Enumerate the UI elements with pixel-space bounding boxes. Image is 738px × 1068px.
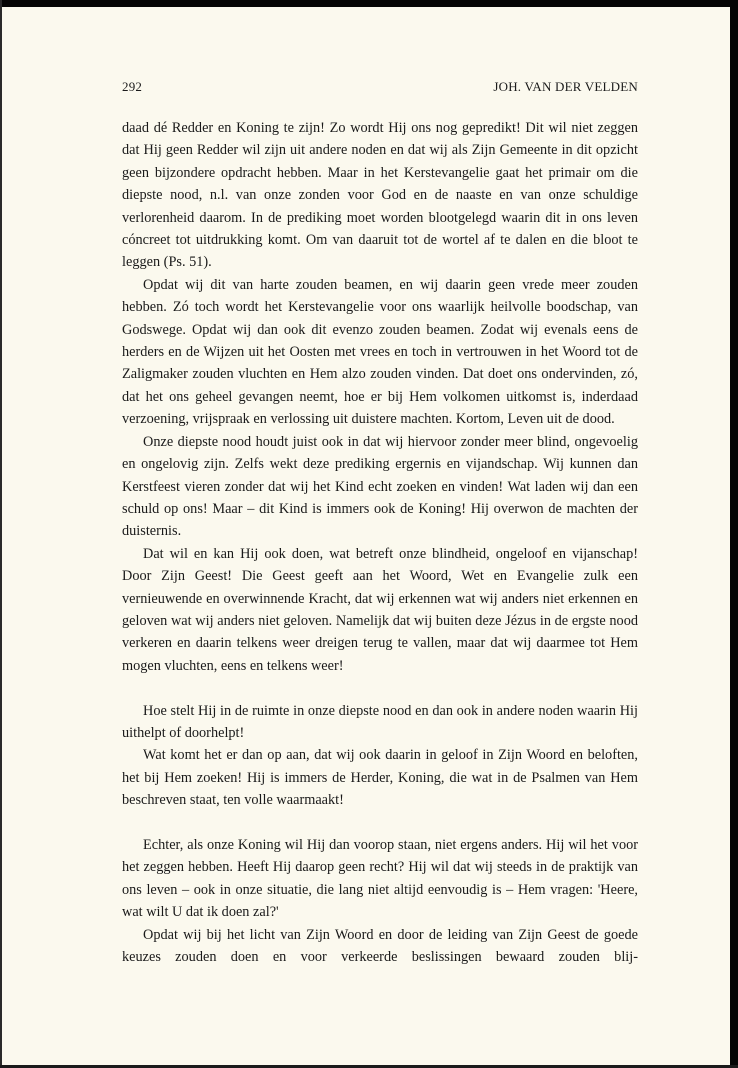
section-break [122, 677, 638, 699]
running-head: JOH. VAN DER VELDEN [493, 79, 638, 94]
paragraph: Opdat wij bij het licht van Zijn Woord en door de leiding van Zijn Geest de goede keuzes zouden doen en voor verkeerde beslissingen bewaard zouden blij- [122, 926, 638, 965]
page-header [122, 79, 638, 97]
paragraph: Opdat wij dit van harte zouden beamen, en wij daarin geen vrede meer zouden hebben. Zó toch wordt het Kerstevangelie voor ons waarlijk heilvolle boodschap, van Godswege. Opdat wij dan ook dit evenzo zouden beamen. Zodat wij evenals eens de herders en de Wijzen uit het Oosten met vrees en toch in vertrouwen in het Woord tot de Zaligmaker zouden vluchten en Hem alzo zouden vinden. Dat doet ons ondervinden, zó, dat het ons geheel gevangen neemt, hoe er bij Hem volkomen uitkomst is, inderdaad verzoening, vrijspraak en verlossing uit duistere machten. Kortom, Leven uit de dood. [122, 276, 638, 428]
paragraph: daad dé Redder en Koning te zijn! Zo wordt Hij ons nog gepredikt! Dit wil niet zeggen dat Hij geen Redder wil zijn uit andere noden en dat wij als Zijn Gemeente in dit opzicht geen bijzondere opdracht hebben. Maar in het Kerstevangelie gaat het primair om die diepste nood, n.l. van onze zonden voor God en de naaste en van onze schuldige verlorenheid daarom. In de prediking moet worden blootgelegd waarin dit in ons leven cóncreet tot uitdrukking komt. Om van daaruit tot de wortel af te dalen en die bloot te leggen (Ps. 51). [122, 120, 638, 271]
paragraph: Echter, als onze Koning wil Hij dan voorop staan, niet ergens anders. Hij wil het voor het zeggen hebben. Heeft Hij daarop geen recht? Hij wil dat wij steeds in de praktijk van ons leven – ook in onze situatie, die lang niet altijd eenvoudig is – Hem vragen: 'Heere, wat wilt U dat ik doen zal?' [122, 836, 638, 921]
scan-border-top [0, 0, 738, 7]
paragraph: Onze diepste nood houdt juist ook in dat wij hiervoor zonder meer blind, ongevoelig en ongelovig zijn. Zelfs wekt deze prediking ergernis en vijandschap. Wij kunnen dan Kerstfeest vieren zonder dat wij het Kind echt zoeken en vinden! Wat laden wij dan een schuld op ons! Maar – dit Kind is immers ook de Koning! Hij overwon de machten der duisternis. [122, 433, 638, 540]
scan-border-right [730, 0, 738, 1068]
body-text [122, 117, 638, 968]
paragraph: Wat komt het er dan op aan, dat wij ook daarin in geloof in Zijn Woord en beloften, het bij Hem zoeken! Hij is immers de Herder, Koning, die wat in de Psalmen van Hem beschreven staat, ten volle waarmaakt! [122, 747, 638, 809]
section-break [122, 812, 638, 834]
scan-border-left [0, 0, 2, 1068]
page-number: 292 [122, 79, 143, 94]
paragraph: Hoe stelt Hij in de ruimte in onze diepste nood en dan ook in andere noden waarin Hij uithelpt of doorhelpt! [122, 702, 638, 741]
paragraph: Dat wil en kan Hij ook doen, wat betreft onze blindheid, ongeloof en vijanschap! Door Zijn Geest! Die Geest geeft aan het Woord, Wet en Evangelie zulk een vernieuwende en overwinnende Kracht, dat wij erkennen wat wij anders niet erkennen en geloven wat wij anders niet geloven. Namelijk dat wij buiten deze Jézus in de ergste nood verkeren en daarin telkens weer dreigen terug te vallen, maar dat wij daarmee tot Hem mogen vluchten, eens en telkens weer! [122, 545, 638, 674]
